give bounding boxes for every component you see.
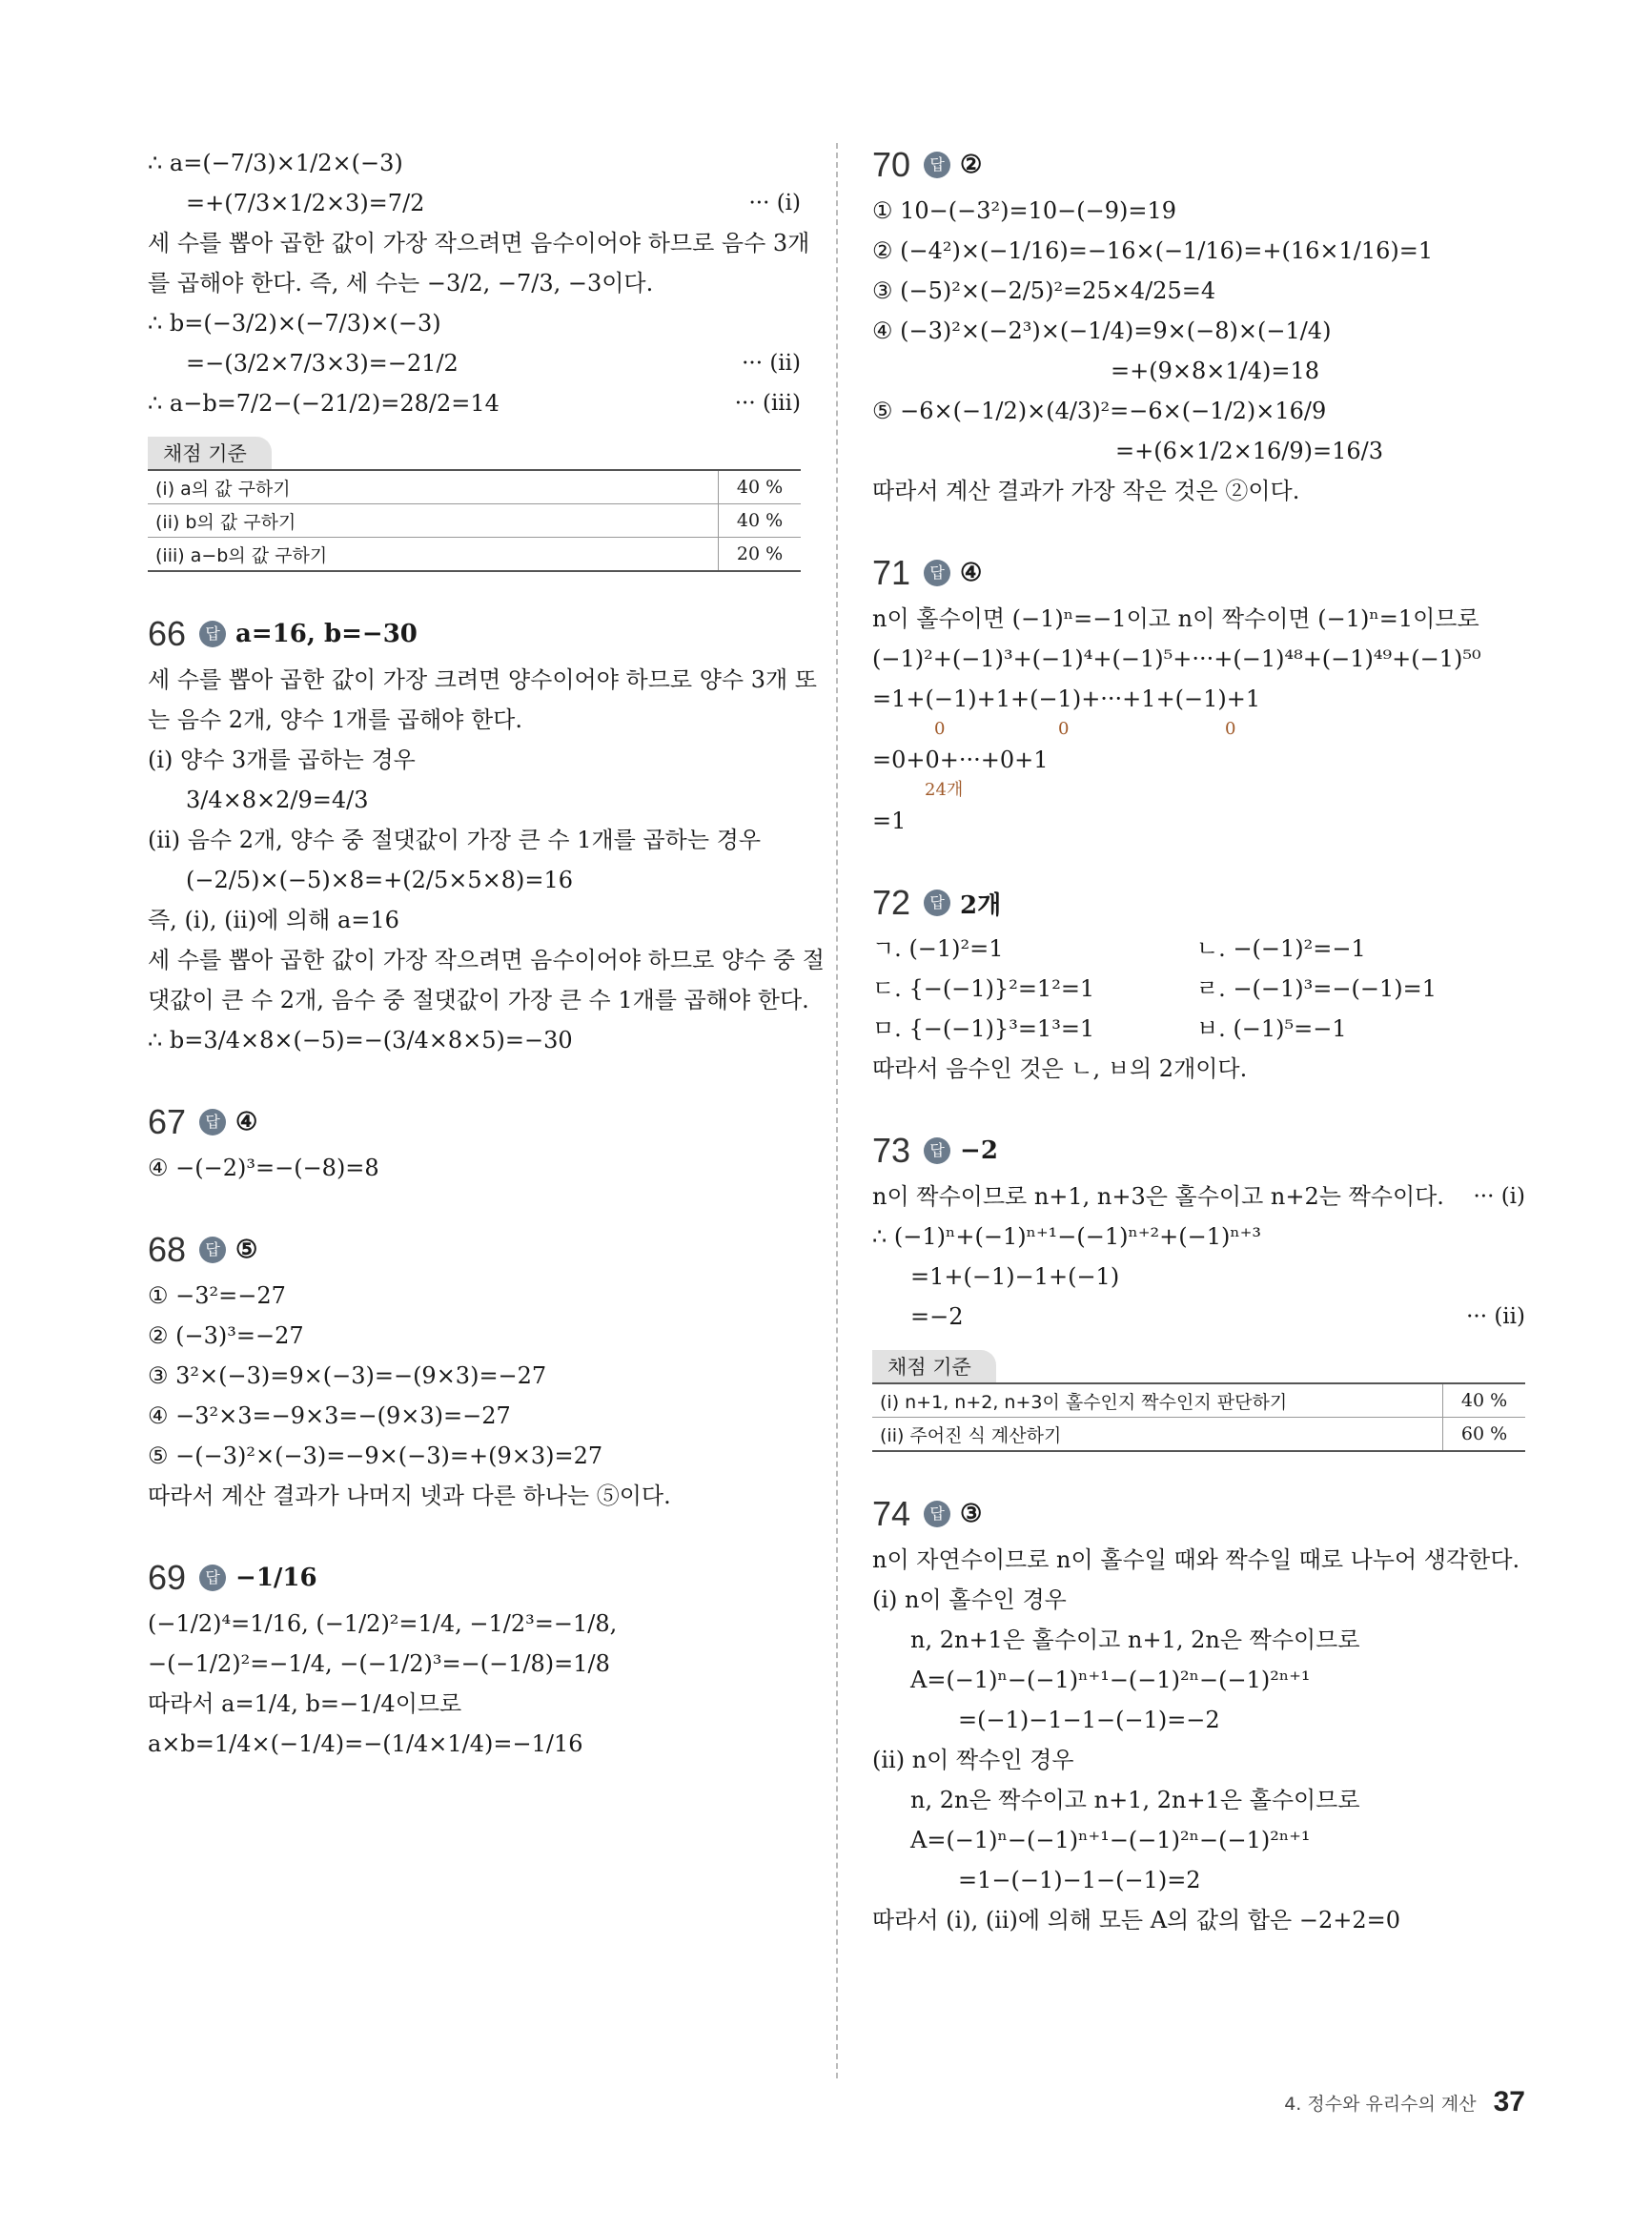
p66-line: 는 음수 2개, 양수 1개를 곱해야 한다.: [148, 706, 522, 733]
p65-line: =−(3/2×7/3×3)=−21/2 ··· (ii): [186, 350, 801, 377]
p65-line: 세 수를 뽑아 곱한 값이 가장 작으려면 음수이어야 하므로 음수 3개: [148, 230, 810, 256]
p70-line: ④ (−3)²×(−2³)×(−1/4)=9×(−8)×(−1/4): [872, 317, 1332, 344]
answer-badge: 답: [199, 1109, 226, 1135]
column-divider: [836, 143, 838, 2078]
p71-zero-notes: 0 0 0: [934, 719, 1236, 739]
problem-71-header: [872, 551, 1525, 595]
p65-line: ∴ a−b=7/2−(−21/2)=28/2=14 ··· (iii): [148, 390, 801, 417]
p74-line: (ii) n이 짝수인 경우: [872, 1747, 1074, 1773]
page-number: 37: [1493, 2086, 1525, 2117]
p74-line: A=(−1)ⁿ−(−1)ⁿ⁺¹−(−1)²ⁿ−(−1)²ⁿ⁺¹: [910, 1827, 1311, 1853]
p73-line: n이 짝수이므로 n+1, n+3은 홀수이고 n+2는 짝수이다. ··· (i): [872, 1183, 1525, 1210]
p67-line: ④ −(−2)³=−(−8)=8: [148, 1155, 379, 1181]
problem-70-header: [872, 143, 1525, 187]
problem-number: 73: [872, 1131, 911, 1170]
p66-line: 댓값이 큰 수 2개, 음수 중 절댓값이 가장 큰 수 1개를 곱해야 한다.: [148, 987, 809, 1013]
answer-badge: 답: [924, 152, 950, 178]
problem-number: 69: [148, 1558, 187, 1597]
p74-line: 따라서 (i), (ii)에 의해 모든 A의 값의 합은 −2+2=0: [872, 1907, 1401, 1933]
p68-line: ④ −3²×3=−9×3=−(9×3)=−27: [148, 1402, 511, 1429]
p73-line: ∴ (−1)ⁿ+(−1)ⁿ⁺¹−(−1)ⁿ⁺²+(−1)ⁿ⁺³: [872, 1223, 1262, 1250]
answer-badge: 답: [924, 1501, 950, 1527]
p71-line: (−1)²+(−1)³+(−1)⁴+(−1)⁵+···+(−1)⁴⁸+(−1)⁴⁹+(−1)⁵⁰: [872, 645, 1481, 672]
problem-72-header: [872, 881, 1525, 925]
p69-line: (−1/2)⁴=1/16, (−1/2)²=1/4, −1/2³=−1/8,: [148, 1610, 618, 1637]
p70-line: 따라서 계산 결과가 가장 작은 것은 ②이다.: [872, 478, 1300, 504]
p66-line: (ii) 음수 2개, 양수 중 절댓값이 가장 큰 수 1개를 곱하는 경우: [148, 827, 762, 853]
problem-number: 70: [872, 145, 911, 184]
problem-number: 74: [872, 1494, 911, 1533]
p65-criteria: [148, 437, 801, 572]
p68-line: ② (−3)³=−27: [148, 1322, 304, 1349]
p71-line: n이 홀수이면 (−1)ⁿ=−1이고 n이 짝수이면 (−1)ⁿ=1이므로: [872, 605, 1479, 632]
answer-value: a=16, b=−30: [235, 620, 418, 648]
p74-line: (i) n이 홀수인 경우: [872, 1586, 1067, 1613]
table-row: (ii) 주어진 식 계산하기 60 %: [872, 1418, 1525, 1452]
problem-66-header: [148, 612, 801, 656]
p69-line: −(−1/2)²=−1/4, −(−1/2)³=−(−1/8)=1/8: [148, 1650, 610, 1677]
p65-line: =+(7/3×1/2×3)=7/2 ··· (i): [186, 190, 801, 216]
answer-badge: 답: [924, 1137, 950, 1164]
problem-number: 67: [148, 1102, 187, 1141]
answer-badge: 답: [924, 890, 950, 916]
p74-line: n, 2n+1은 홀수이고 n+1, 2n은 짝수이므로: [910, 1626, 1360, 1653]
p73-line: =1+(−1)−1+(−1): [910, 1263, 1120, 1290]
problem-67-header: [148, 1100, 801, 1144]
problem-74-header: [872, 1492, 1525, 1536]
chapter-label: 4. 정수와 유리수의 계산: [1284, 2093, 1477, 2115]
problem-number: 68: [148, 1230, 187, 1269]
problem-68-header: [148, 1228, 801, 1272]
p73-line: =−2 ··· (ii): [910, 1303, 1525, 1330]
page-footer: [1239, 2083, 1525, 2121]
answer-value: ③: [960, 1500, 983, 1528]
p66-line: 세 수를 뽑아 곱한 값이 가장 크려면 양수이어야 하므로 양수 3개 또: [148, 666, 817, 693]
p66-line: (i) 양수 3개를 곱하는 경우: [148, 747, 416, 773]
p69-line: a×b=1/4×(−1/4)=−(1/4×1/4)=−1/16: [148, 1730, 583, 1757]
problem-number: 66: [148, 614, 187, 653]
p70-line: ⑤ −6×(−1/2)×(4/3)²=−6×(−1/2)×16/9: [872, 398, 1327, 424]
answer-badge: 답: [199, 1237, 226, 1263]
p74-line: A=(−1)ⁿ−(−1)ⁿ⁺¹−(−1)²ⁿ−(−1)²ⁿ⁺¹: [910, 1667, 1311, 1693]
table-row: (i) n+1, n+2, n+3이 홀수인지 짝수인지 판단하기 40 %: [872, 1383, 1525, 1418]
answer-value: ④: [235, 1108, 258, 1136]
p65-line: 를 곱해야 한다. 즉, 세 수는 −3/2, −7/3, −3이다.: [148, 270, 654, 297]
answer-value: ④: [960, 559, 983, 587]
p68-line: ⑤ −(−3)²×(−3)=−9×(−3)=+(9×3)=27: [148, 1442, 603, 1469]
answer-badge: 답: [199, 1565, 226, 1591]
p70-line: =+(6×1/2×16/9)=16/3: [1115, 438, 1383, 464]
answer-value: 2개: [960, 890, 1002, 920]
left-column: [148, 143, 825, 1764]
p74-line: =(−1)−1−1−(−1)=−2: [958, 1707, 1220, 1733]
p69-line: 따라서 a=1/4, b=−1/4이므로: [148, 1690, 462, 1717]
p66-line: 세 수를 뽑아 곱한 값이 가장 작으려면 음수이어야 하므로 양수 중 절: [148, 947, 825, 973]
p70-line: ③ (−5)²×(−2/5)²=25×4/25=4: [872, 277, 1216, 304]
answer-badge: 답: [924, 560, 950, 586]
p66-line: 3/4×8×2/9=4/3: [186, 787, 369, 813]
p68-line: ③ 3²×(−3)=9×(−3)=−(9×3)=−27: [148, 1362, 547, 1389]
problem-number: 72: [872, 883, 911, 922]
p71-count-note: 24개: [925, 780, 964, 800]
p72-grid-row: ㄷ. {−(−1)}²=1²=1 ㄹ. −(−1)³=−(−1)=1: [872, 975, 1437, 1002]
p70-line: ① 10−(−3²)=10−(−9)=19: [872, 197, 1177, 224]
criteria-table: [148, 469, 801, 572]
p74-line: n이 자연수이므로 n이 홀수일 때와 짝수일 때로 나누어 생각한다.: [872, 1546, 1520, 1573]
p74-line: =1−(−1)−1−(−1)=2: [958, 1867, 1201, 1893]
p70-line: =+(9×8×1/4)=18: [1111, 358, 1319, 384]
problem-number: 71: [872, 553, 911, 592]
answer-value: ②: [960, 151, 983, 179]
p65-line: ∴ b=(−3/2)×(−7/3)×(−3): [148, 310, 441, 337]
criteria-table: [872, 1382, 1525, 1452]
answer-badge: 답: [199, 621, 226, 647]
p72-grid-row: ㅁ. {−(−1)}³=1³=1 ㅂ. (−1)⁵=−1: [872, 1015, 1347, 1042]
problem-69-header: [148, 1556, 801, 1600]
p72-line: 따라서 음수인 것은 ㄴ, ㅂ의 2개이다.: [872, 1055, 1248, 1082]
answer-value: −2: [960, 1136, 998, 1165]
table-row: (i) a의 값 구하기 40 %: [148, 470, 801, 504]
table-row: (ii) b의 값 구하기 40 %: [148, 504, 801, 538]
p71-line: =1: [872, 808, 907, 834]
p66-line: (−2/5)×(−5)×8=+(2/5×5×8)=16: [186, 867, 574, 893]
p71-line: =0+0+···+0+1: [872, 747, 1049, 773]
problem-73-header: [872, 1129, 1525, 1173]
answer-value: −1/16: [235, 1564, 317, 1592]
p73-criteria: [872, 1350, 1525, 1452]
criteria-label: 채점 기준: [872, 1350, 996, 1382]
p66-line: 즉, (i), (ii)에 의해 a=16: [148, 907, 399, 933]
p66-line: ∴ b=3/4×8×(−5)=−(3/4×8×5)=−30: [148, 1027, 573, 1054]
p70-line: ② (−4²)×(−1/16)=−16×(−1/16)=+(16×1/16)=1: [872, 237, 1434, 264]
p74-line: n, 2n은 짝수이고 n+1, 2n+1은 홀수이므로: [910, 1787, 1360, 1813]
p65-line: ∴ a=(−7/3)×1/2×(−3): [148, 150, 403, 176]
p68-line: 따라서 계산 결과가 나머지 넷과 다른 하나는 ⑤이다.: [148, 1483, 671, 1509]
right-column: [872, 143, 1525, 1940]
answer-value: ⑤: [235, 1236, 258, 1264]
criteria-label: 채점 기준: [148, 437, 272, 469]
p71-line: =1+(−1)+1+(−1)+···+1+(−1)+1: [872, 685, 1261, 712]
p68-line: ① −3²=−27: [148, 1282, 286, 1309]
table-row: (iii) a−b의 값 구하기 20 %: [148, 538, 801, 572]
p72-grid-row: ㄱ. (−1)²=1 ㄴ. −(−1)²=−1: [872, 935, 1366, 962]
